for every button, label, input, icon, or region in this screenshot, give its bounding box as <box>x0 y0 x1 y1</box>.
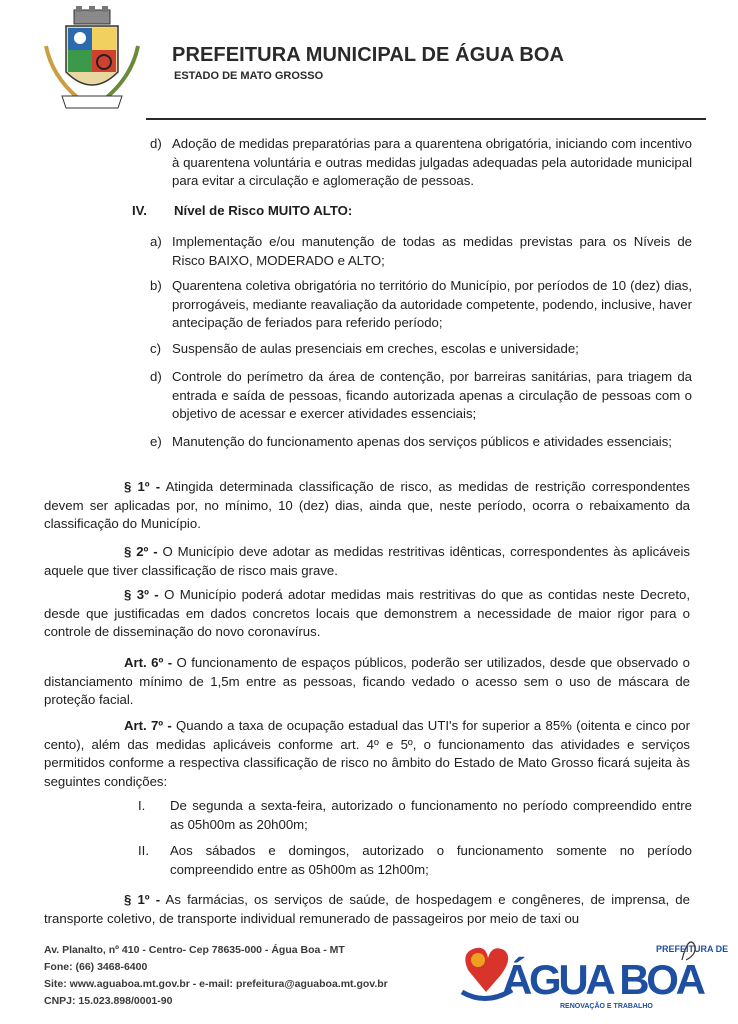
list-item <box>150 433 692 452</box>
paragraph <box>44 478 690 534</box>
item-label: b) <box>150 278 162 293</box>
paragraph-lead: § 1º - <box>124 892 161 907</box>
paragraph-text: Quando a taxa de ocupação estadual das UTI's for superior a 85% (oitenta e cinco por cento), além das medidas aplicáveis conforme art. 4º e 5º, o funcionamento das atividades e serviços permitidos conforme a respectiva classificação de risco no âmbito do Estado de Mato Grosso ficará sujeita às seguintes condições: <box>44 718 690 789</box>
footer-contact <box>44 942 388 1010</box>
item-label: c) <box>150 341 161 356</box>
item-text: De segunda a sexta-feira, autorizado o funcionamento no período compreendido entre as 05h00m as 20h00m; <box>170 798 692 832</box>
item-label: e) <box>150 434 162 449</box>
paragraph-text: O Município deve adotar as medidas restritivas idênticas, correspondentes às aplicáveis aquele que tiver classificação de risco mais grave. <box>44 544 690 578</box>
paragraph-lead: § 2º - <box>124 544 158 559</box>
paragraph-text: Atingida determinada classificação de risco, as medidas de restrição correspondentes devem ser aplicadas por, no mínimo, 10 (dez) dias, ainda que, neste período, ocorra o rebaixamento da classificação do Município. <box>44 479 690 531</box>
list-item <box>138 842 692 879</box>
list-item <box>150 277 692 333</box>
item-label: d) <box>150 136 162 151</box>
footer-address: Av. Planalto, nº 410 - Centro- Cep 78635-000 - Água Boa - MT <box>44 944 345 956</box>
item-text: Controle do perímetro da área de contenção, por barreiras sanitárias, para triagem da entrada e saída de pessoas, ficando autorizada apenas a circulação de pessoas com o objetivo de acessar e exercer atividades essenciais; <box>172 369 692 421</box>
item-label: I. <box>138 798 146 813</box>
section-numeral: IV. <box>132 203 147 218</box>
paragraph-text: As farmácias, os serviços de saúde, de hospedagem e congêneres, de imprensa, de transporte coletivo, de transporte individual remunerado de passageiros por meio de taxi ou <box>44 892 690 926</box>
page-subtitle: ESTADO DE MATO GROSSO <box>174 70 324 82</box>
logo-name: ÁGUA BOA <box>502 956 706 1003</box>
item-text: Suspensão de aulas presenciais em creches, escolas e universidade; <box>172 341 579 356</box>
item-text: Aos sábados e domingos, autorizado o funcionamento somente no período compreendido entre as 05h00m as 12h00m; <box>170 843 692 877</box>
paragraph <box>44 586 690 642</box>
item-label: a) <box>150 234 162 249</box>
item-text: Quarentena coletiva obrigatória no território do Município, por períodos de 10 (dez) dias, prorrogáveis, mediante reavaliação da autoridade competente, podendo, inclusive, haver antecipação de feriados para referido período; <box>172 278 692 330</box>
section-title: Nível de Risco MUITO ALTO: <box>174 203 353 218</box>
list-item <box>150 340 692 359</box>
list-item <box>138 797 692 834</box>
logo-slogan: RENOVAÇÃO E TRABALHO <box>560 1003 653 1010</box>
paragraph-text: O Município poderá adotar medidas mais restritivas do que as contidas neste Decreto, desde que justificadas em dados concretos locais que demonstrem a necessidade de maior rigor para o controle de disseminação do novo coronavírus. <box>44 587 690 639</box>
footer-phone: Fone: (66) 3468-6400 <box>44 961 148 973</box>
item-text: Adoção de medidas preparatórias para a quarentena obrigatória, iniciando com incentivo à quarentena voluntária e outras medidas julgadas adequadas pela autoridade municipal para evitar a circulação e aglomeração de pessoas. <box>172 136 692 188</box>
item-label: II. <box>138 843 149 858</box>
paragraph <box>44 891 690 928</box>
paragraph <box>44 543 690 580</box>
agua-boa-logo <box>456 930 729 1016</box>
item-text: Manutenção do funcionamento apenas dos serviços públicos e atividades essenciais; <box>172 434 672 449</box>
list-item <box>150 135 692 191</box>
list-item <box>150 233 692 270</box>
paragraph-lead: § 3º - <box>124 587 159 602</box>
footer-site: Site: www.aguaboa.mt.gov.br - e-mail: prefeitura@aguaboa.mt.gov.br <box>44 978 388 990</box>
paragraph-lead: Art. 7º - <box>124 718 172 733</box>
item-text: Implementação e/ou manutenção de todas as medidas previstas para os Níveis de Risco BAIXO, MODERADO e ALTO; <box>172 234 692 268</box>
logo-prefeitura-de: PREFEITURA DE <box>656 944 729 954</box>
item-label: d) <box>150 369 162 384</box>
page-title: PREFEITURA MUNICIPAL DE ÁGUA BOA <box>172 44 565 66</box>
list-item <box>150 368 692 424</box>
paragraph <box>44 654 690 710</box>
paragraph <box>44 717 690 791</box>
paragraph-text: O funcionamento de espaços públicos, poderão ser utilizados, desde que observado o distanciamento mínimo de 1,5m entre as pessoas, ficando vedado o acesso sem o uso de máscara de proteção facial. <box>44 655 690 707</box>
paragraph-lead: § 1º - <box>124 479 161 494</box>
paragraph-lead: Art. 6º - <box>124 655 173 670</box>
footer-cnpj: CNPJ: 15.023.898/0001-90 <box>44 995 173 1007</box>
